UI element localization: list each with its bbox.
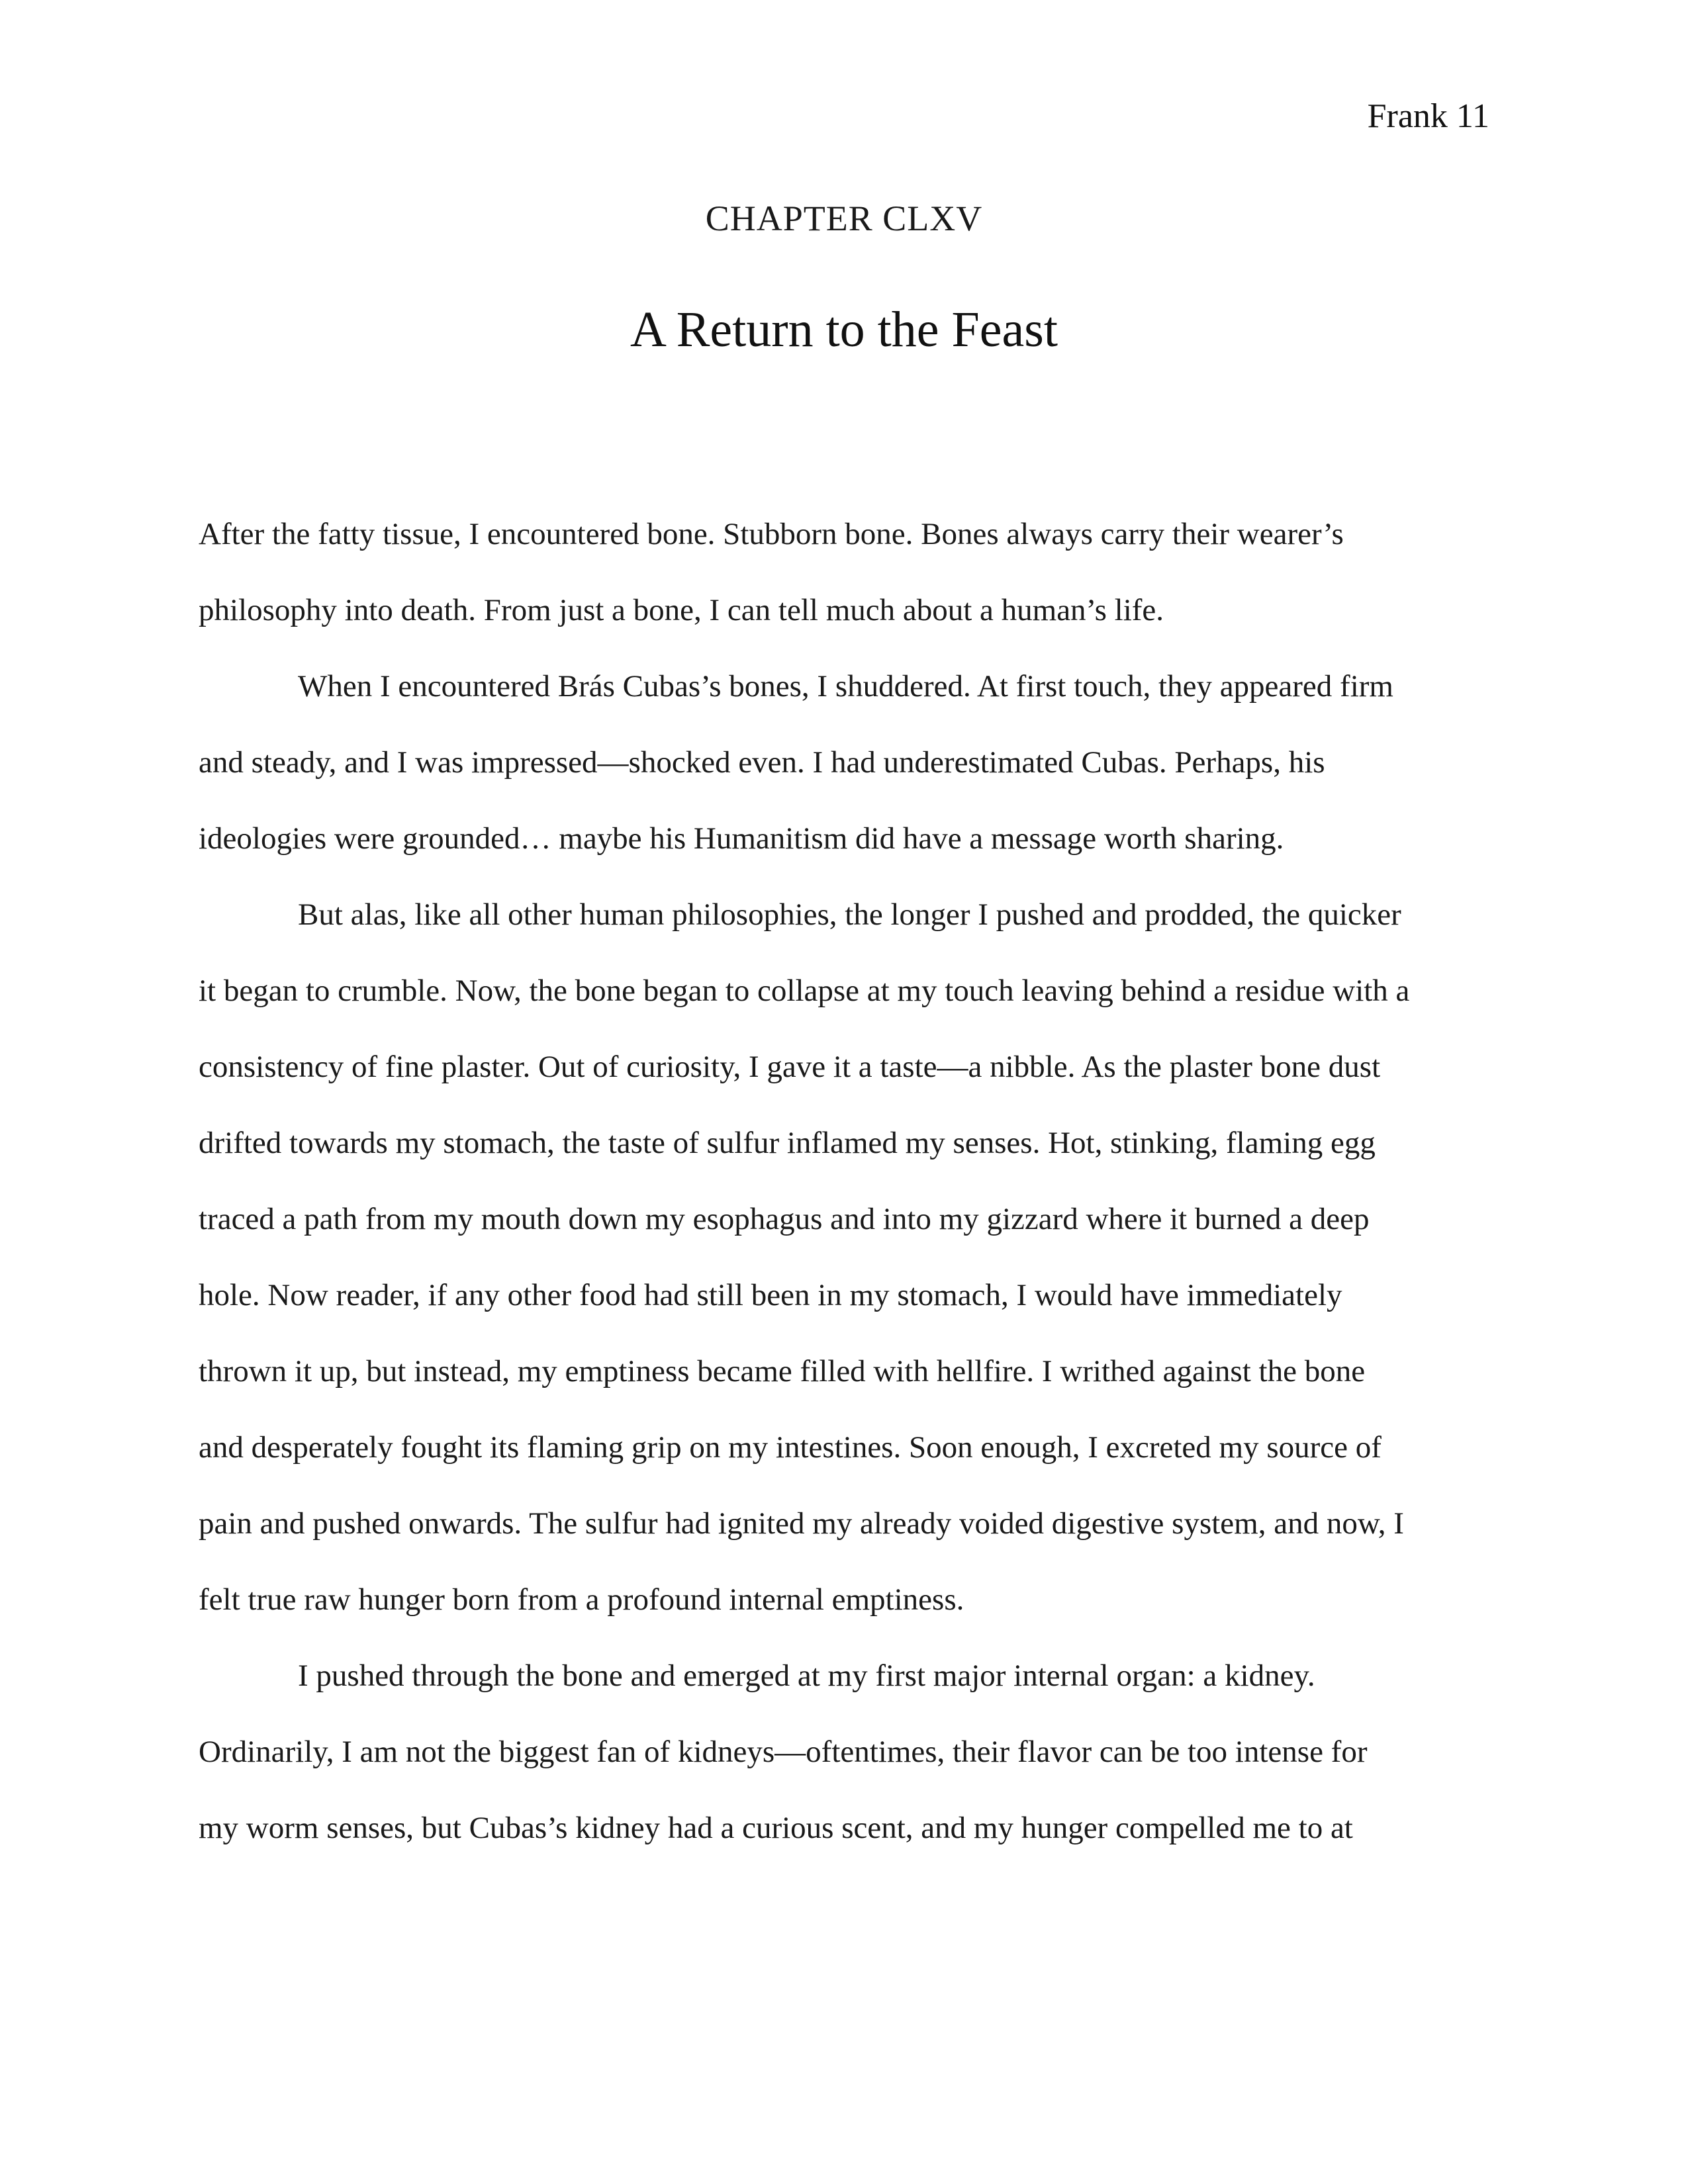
text-line: pain and pushed onwards. The sulfur had ignited my already voided digestive system, and now, I	[199, 1506, 1404, 1541]
paragraph-start-line: But alas, like all other human philosophies, the longer I pushed and prodded, the quicker	[298, 897, 1401, 932]
text-line: it began to crumble. Now, the bone began to collapse at my touch leaving behind a residue with a	[199, 974, 1410, 1008]
text-line: After the fatty tissue, I encountered bone. Stubborn bone. Bones always carry their wearer’s	[199, 517, 1344, 551]
text-line: hole. Now reader, if any other food had still been in my stomach, I would have immediately	[199, 1278, 1342, 1312]
text-line: and steady, and I was impressed—shocked even. I had underestimated Cubas. Perhaps, his	[199, 745, 1325, 780]
text-line: drifted towards my stomach, the taste of sulfur inflamed my senses. Hot, stinking, flaming egg	[199, 1126, 1376, 1160]
chapter-number: CHAPTER CLXV	[705, 199, 983, 238]
body-text	[199, 510, 1489, 1880]
paragraph-start-line: I pushed through the bone and emerged at my first major internal organ: a kidney.	[298, 1659, 1315, 1693]
running-head: Frank 11	[1367, 97, 1489, 135]
text-line: thrown it up, but instead, my emptiness became filled with hellfire. I writhed against the bone	[199, 1354, 1366, 1388]
text-line: traced a path from my mouth down my esophagus and into my gizzard where it burned a deep	[199, 1202, 1370, 1236]
chapter-title: A Return to the Feast	[630, 302, 1058, 357]
text-line: consistency of fine plaster. Out of curiosity, I gave it a taste—a nibble. As the plaster bone dust	[199, 1050, 1381, 1084]
text-line: felt true raw hunger born from a profound internal emptiness.	[199, 1582, 964, 1617]
text-line: and desperately fought its flaming grip on my intestines. Soon enough, I excreted my source of	[199, 1430, 1382, 1465]
paragraph-start-line: When I encountered Brás Cubas’s bones, I shuddered. At first touch, they appeared firm	[298, 669, 1393, 704]
text-line: philosophy into death. From just a bone, I can tell much about a human’s life.	[199, 593, 1164, 627]
text-line: ideologies were grounded… maybe his Humanitism did have a message worth sharing.	[199, 821, 1284, 856]
text-line: my worm senses, but Cubas’s kidney had a curious scent, and my hunger compelled me to at	[199, 1811, 1353, 1845]
text-line: Ordinarily, I am not the biggest fan of kidneys—oftentimes, their flavor can be too intense for	[199, 1735, 1368, 1769]
